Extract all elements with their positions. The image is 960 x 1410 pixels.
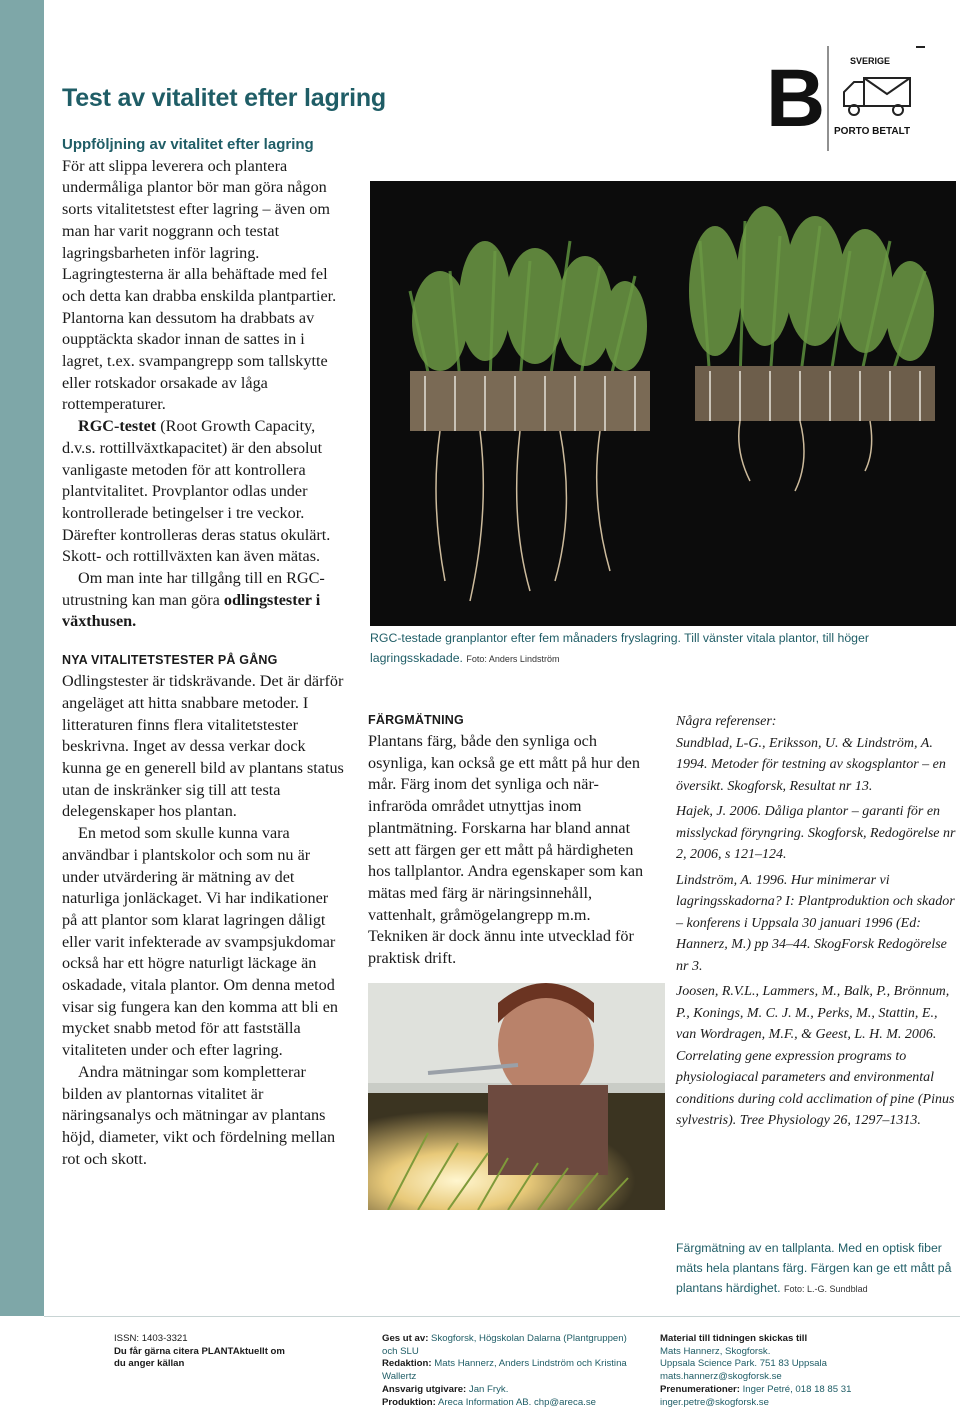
footer-divider [44, 1316, 960, 1317]
paragraph-4: Odlingstester är tidskrävande. Det är därför angeläget att hitta snabbare metoder. I litteraturen finns flera vitalitetstester beskrivna. Inget av dessa verkar dock kunna ge en generell bild av plantans status utan de inskränker sig till att testa delegenskaper hos plantan. [62, 672, 344, 821]
photo-color-measurement [368, 983, 665, 1210]
page-title: Test av vitalitet efter lagring [62, 84, 386, 112]
footer-contact-block [660, 1333, 950, 1409]
material-heading: Material till tidningen skickas till [660, 1333, 808, 1344]
editors: Redaktion: Mats Hannerz, Anders Lindström och Kristina Wallertz [382, 1358, 627, 1383]
paragraph-3: Om man inte har tillgång till en RGC-utrustning kan man göra odlingstester i växthusen. [62, 569, 325, 631]
reference-item: Hajek, J. 2006. Dåliga plantor – garanti för en misslyckad föryngring. Skogforsk, Redogörelse nr 2, 2006, s 121–124. [676, 804, 956, 862]
photo-credit: Foto: Anders Lindström [466, 654, 560, 664]
references [676, 711, 956, 1136]
issn: ISSN: 1403-3321 [114, 1333, 188, 1344]
photo-seedlings [370, 181, 956, 626]
reference-item: Sundblad, L-G., Eriksson, U. & Lindström, A. 1994. Metoder för testning av skogsplantor – en översikt. Skogforsk, Resultat nr 13. [676, 735, 946, 794]
paragraph-color: Plantans färg, både den synliga och osynliga, kan också ge ett mått på hur den mår. Färg inom det synliga och när-infraröda området utnyttjas inom plantmätning. Forskarna har bland annat sett att färgen ger ett mått på härdigheten hos tallplantor. Andra egenskaper som kan mätas med färg är näringsinnehåll, vattenhalt, gråmögelangrepp m.m. Tekniken är dock ännu inte utvecklad för praktisk drift. [368, 732, 644, 968]
publisher: Ges ut av: Skogforsk, Högskolan Dalarna (Plantgruppen) och SLU [382, 1333, 627, 1357]
responsible-publisher: Ansvarig utgivare: Jan Fryk. [382, 1383, 509, 1395]
greenhouse-term: odlingstester i växthusen. [62, 590, 321, 631]
paragraph-6: Andra mätningar som kompletterar bilden av plantornas vitalitet är näringsanalys och mätningar av plantans höjd, diameter, vikt och fördelning mellan rot och skott. [62, 1062, 336, 1168]
side-stripe [0, 0, 44, 1316]
photo-color-caption: Färgmätning av en tallplanta. Med en optisk fiber mäts hela plantans färg. Färgen kan ge ett mått på plantans härdighet. Foto: L.-G. Sundblad [676, 1241, 952, 1295]
rgc-term: RGC-testet [78, 417, 157, 436]
article-column-2 [368, 711, 650, 970]
reference-item: Joosen, R.V.L., Lammers, M., Balk, P., Brönnum, P., Konings, M. C. J. M., Perks, M., Stattin, E., van Wordragen, M.F., & Geest, L. H. M. 2006. Correlating gene expression programs to physiologiacal parameters and environmental conditions during cold acclimation of pine (Pinus sylvestris). Tree Physiology 26, 1297–1313. [676, 984, 955, 1128]
references-heading: Några referenser: [676, 714, 777, 729]
paragraph-2: RGC-testet (Root Growth Capacity, d.v.s. rottillväxtkapacitet) är den absolut vanligaste metoden för att kontrollera plantvitalitet. Provplantor odlas under kontrollerade betingelser i tre veckor. Därefter kontrolleras deras status okulärt. Skott- och rottillväxten kan även mätas. [62, 417, 331, 566]
paragraph-5: En metod som skulle kunna vara användbar i plantskolor och som nu är under utvärdering är mätning av det naturliga jonläckaget. Vi har indikationer på att plantor som klarat lagringen dåligt eller varit infekterade av svampsjukdomar också har ett högre naturligt läckage än oskadade, vitala plantor. Om denna metod visar sig fungera kan den komma att bli en mycket snabb metod för att fastställa vitaliteten under och efter lagring. [62, 824, 339, 1060]
logo-country: SVERIGE [850, 56, 891, 66]
material-address-1: Mats Hannerz, Skogforsk. [660, 1345, 771, 1357]
truck-icon [844, 78, 910, 115]
footer-issn-block [114, 1333, 314, 1371]
footer-publisher-block [382, 1333, 644, 1409]
photo-credit-2: Foto: L.-G. Sundblad [784, 1284, 868, 1294]
subheading: Uppföljning av vitalitet efter lagring [62, 136, 314, 153]
production: Produktion: Areca Information AB. chp@areca.se [382, 1396, 596, 1408]
article-column-1 [62, 134, 344, 1170]
paragraph-1: För att slippa leverera och plantera undermåliga plantor bör man göra någon sorts vitalitetstest efter lagring – även om man har varit noggrann och testat lagringsbarheten inför lagring. Lagringtesterna är alla behäftade med fel och detta kan drabba enskilda plantpartier. Plantorna kan dessutom ha drabbats av oupptäckta skador innan de sattes in i lagret, t.ex. svampangrepp som tallskytte eller rotskador orsakade av låga rottemperaturer. [62, 156, 337, 414]
logo-letter: B [766, 53, 826, 144]
section-heading-color: FÄRGMÄTNING [368, 713, 464, 727]
logo-paid: PORTO BETALT [834, 126, 911, 137]
material-address-2: Uppsala Science Park. 751 83 Uppsala [660, 1358, 827, 1370]
reference-item: Lindström, A. 1996. Hur minimerar vi lagringsskadorna? I: Plantproduktion och skador – konferens i Uppsala 30 januari 1996 (Ed: Hannerz, M.) pp 34–44. SkogForsk Redogörelse nr 3. [676, 872, 955, 974]
section-heading: NYA VITALITETSTESTER PÅ GÅNG [62, 653, 278, 668]
photo-seedlings-caption: RGC-testade granplantor efter fem månaders fryslagring. Till vänster vitala plantor, till höger lagringsskadade. Foto: Anders Lindström [370, 631, 869, 665]
postage-logo [766, 46, 930, 151]
cite-note: Du får gärna citera PLANTAktuellt om [114, 1345, 285, 1357]
material-email-link[interactable]: mats.hannerz@skogforsk.se [660, 1371, 782, 1383]
subscriptions: Prenumerationer: Inger Petré, 018 18 85 31 [660, 1383, 852, 1395]
cite-note-2: du anger källan [114, 1358, 185, 1370]
subscriptions-email-link[interactable]: inger.petre@skogforsk.se [660, 1396, 769, 1408]
